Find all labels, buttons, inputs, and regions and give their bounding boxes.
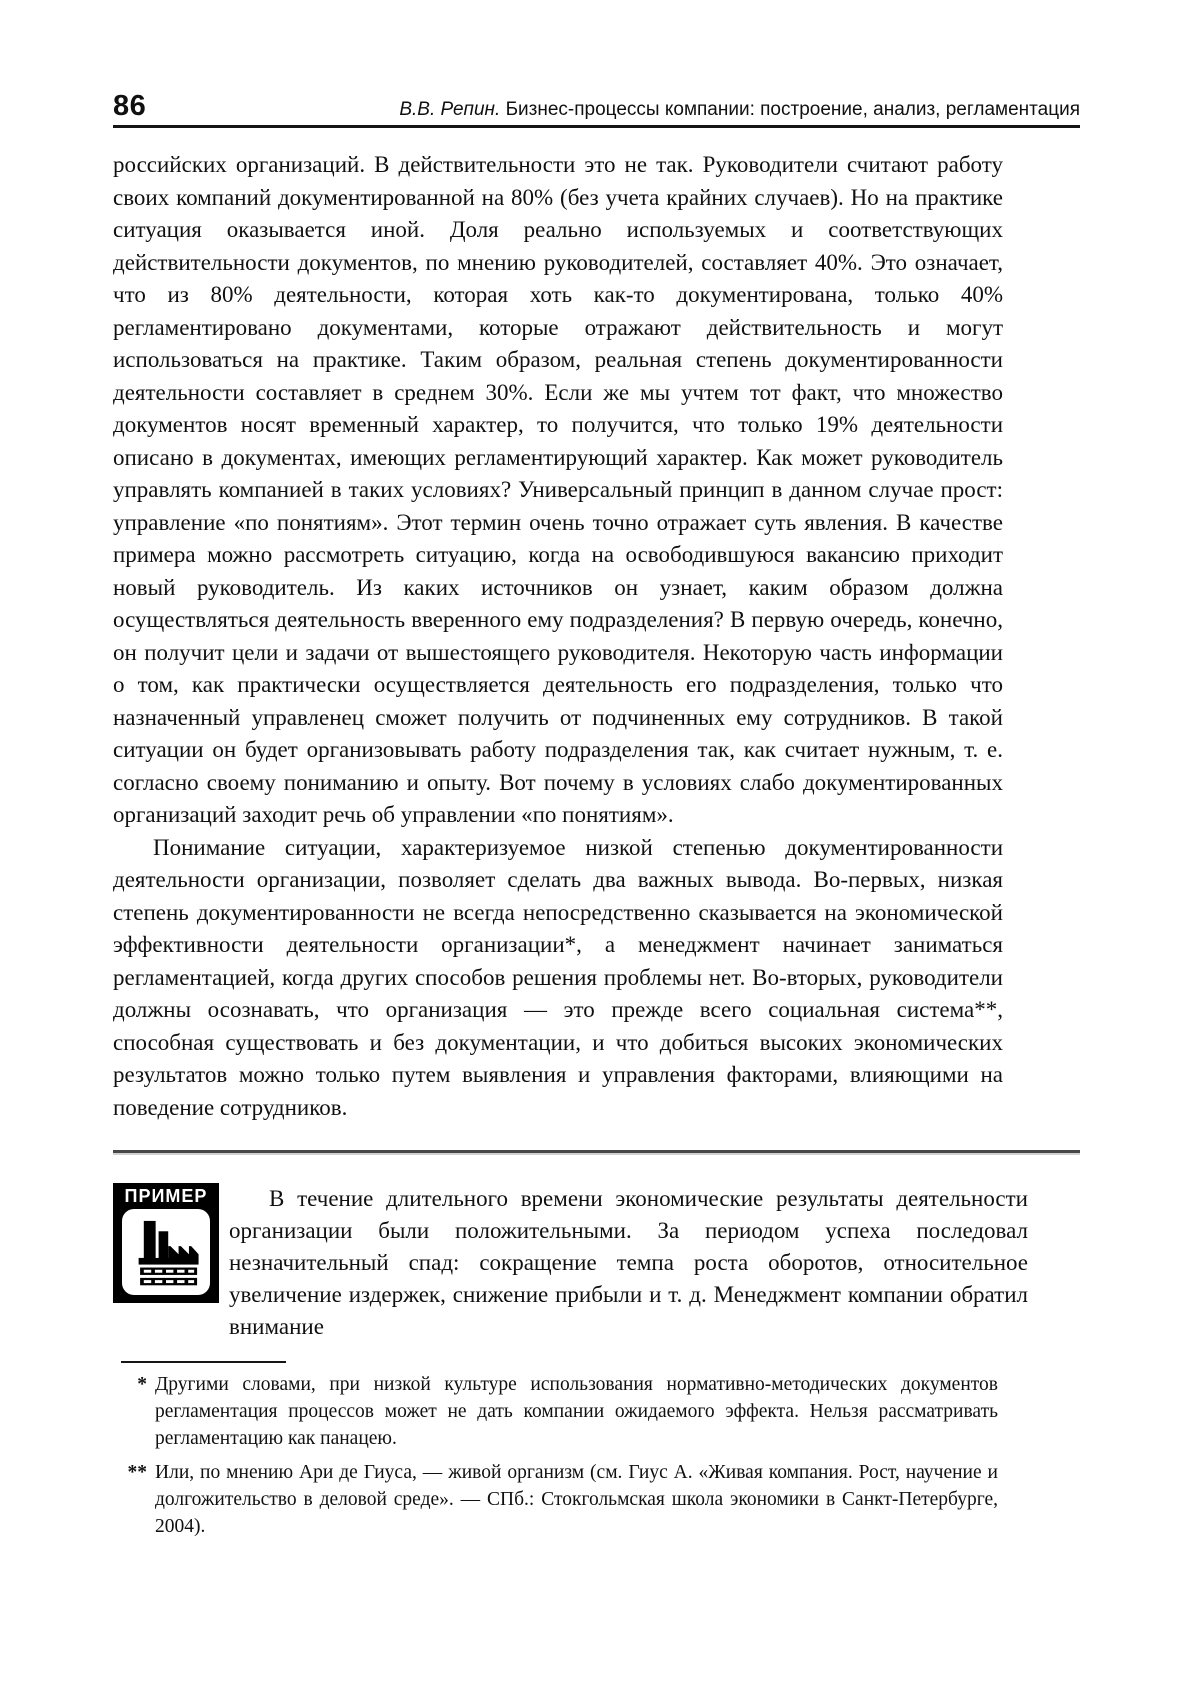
running-title	[399, 99, 1080, 121]
section-divider	[113, 1150, 1080, 1153]
footnote-marker: **	[127, 1462, 147, 1483]
main-text	[113, 149, 1003, 1124]
page-number: 86	[113, 90, 147, 122]
footnote-separator	[121, 1361, 286, 1363]
example-section	[113, 1183, 1028, 1343]
running-title-text: Бизнес-процессы компании: построение, анализ, регламентация	[505, 99, 1080, 121]
example-badge-label: ПРИМЕР	[124, 1186, 208, 1206]
running-title-author: В.В. Репин.	[399, 99, 501, 121]
paragraph: Понимание ситуации, характеризуемое низкой степенью документированности деятельности организации, позволяет сделать два важных вывода. Во-первых, низкая степень документированности не всегда непосредственно сказывается на экономической эффективности деятельности организации*, а менеджмент начинает заниматься регламентацией, когда других способов решения проблемы нет. Во-вторых, руководители должны осознавать, что организация — это прежде всего социальная система**, способная существовать и без документации, и что добиться высоких экономических результатов можно только путем выявления и управления факторами, влияющими на поведение сотрудников.	[113, 834, 1003, 1120]
footnote-text: Другими словами, при низкой культуре использования нормативно-методических документов регламентация процессов может не дать компании ожидаемого эффекта. Нельзя рассматривать регламентацию как панацею.	[155, 1374, 998, 1449]
footnote-marker: *	[137, 1374, 147, 1395]
footnote	[113, 1371, 998, 1452]
paragraph: российских организаций. В действительности это не так. Руководители считают работу своих компаний документированной на 80% (без учета крайних случаев). Но на практике ситуация оказывается иной. Доля реально используемых и соответствующих действительности документов, по мнению руководителей, составляет 40%. Это означает, что из 80% деятельности, которая хоть как-то документирована, только 40% регламентировано документами, которые отражают действительность и могут использоваться на практике. Таким образом, реальная степень документированности деятельности составляет в среднем 30%. Если же мы учтем тот факт, что множество документов носят временный характер, то получится, что только 19% деятельности описано в документах, имеющих регламентирующий характер. Как может руководитель управлять компанией в таких условиях? Универсальный принцип в данном случае прост: управление «по понятиям». Этот термин очень точно отражает суть явления. В качестве примера можно рассмотреть ситуацию, когда на освободившуюся вакансию приходит новый руководитель. Из каких источников он узнает, каким образом должна осуществляться деятельность вверенного ему подразделения? В первую очередь, конечно, он получит цели и задачи от вышестоящего руководителя. Некоторую часть информации о том, как практически осуществляется деятельность его подразделения, только что назначенный управленец сможет получить от подчиненных ему сотрудников. В такой ситуации он будет организовывать работу подразделения так, как считает нужным, т. е. согласно своему пониманию и опыту. Вот почему в условиях слабо документированных организаций заходит речь об управлении «по понятиям».	[113, 152, 1003, 827]
footnotes	[113, 1371, 998, 1540]
factory-icon	[122, 1209, 210, 1295]
example-badge	[113, 1183, 219, 1303]
footnote	[113, 1459, 998, 1540]
footnote-text: Или, по мнению Ари де Гиуса, — живой организм (см. Гиус А. «Живая компания. Рост, научение и долгожительство в деловой среде». — СПб.: Стокгольмская школа экономики в Санкт-Петербурге, 2004).	[155, 1462, 998, 1537]
running-head	[113, 92, 1080, 128]
example-text: В течение длительного времени экономические результаты деятельности организации были положительными. За периодом успеха последовал незначительный спад: сокращение темпа роста оборотов, относительное увеличение издержек, снижение прибыли и т. д. Менеджмент компании обратил внимание	[229, 1186, 1028, 1339]
